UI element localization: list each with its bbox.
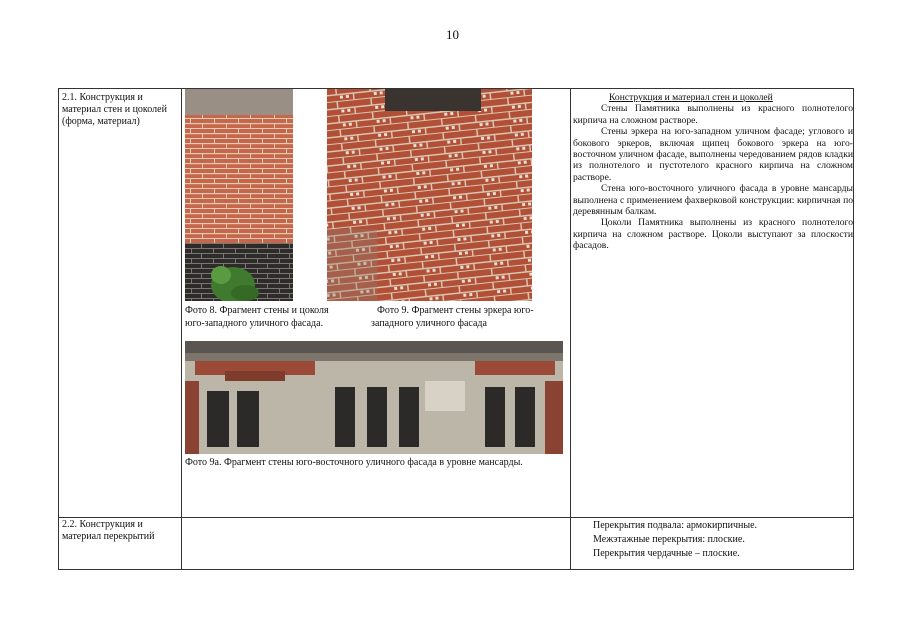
properties-table [58,88,854,570]
walls-paragraph: Цоколи Памятника выполнены из красного полнотелого кирпича на сложном растворе. Цоколи выступают за плоскости фасадов. [573,217,853,252]
photo-9-caption-line1: Фото 9. Фрагмент стены эркера юго- [377,305,534,316]
photo-8-caption-line2: юго-западного уличного фасада. [185,318,324,329]
photo-9-caption-line2: западного уличного фасада [371,318,487,329]
walls-heading: Конструкция и материал стен и цоколей [609,92,773,103]
row-divider [59,517,853,518]
walls-paragraph: Стена юго-восточного уличного фасада в уровне мансарды выполнена с применением фахверковой конструкции: кирпичная по деревянным балкам. [573,183,853,218]
walls-paragraph: Стены Памятника выполнены из красного полнотелого кирпича на сложном растворе. [573,103,853,126]
row-label-floors: 2.2. Конструкция и материал перекрытий [62,519,155,542]
column-divider-2 [570,89,571,569]
row-label-walls: 2.1. Конструкция и материал стен и цоколей (форма, материал) [62,92,167,127]
photo-9a-mansard-wall [185,341,563,454]
walls-paragraph: Стены эркера на юго-западном уличном фасаде; углового и бокового эркеров, включая щипец бокового эркера на юго-восточном уличном фасаде, выполнены чередованием рядов кладки из полнотелого и пустотелого красного кирпича на сложном растворе. [573,126,853,183]
page-number: 10 [446,27,459,42]
photo-9-erker-wall [327,89,532,301]
floors-description [593,519,757,561]
basement-floors: Перекрытия подвала: армокирпичные. [593,520,758,531]
column-divider-1 [181,89,182,569]
photo-8-wall-plinth [185,89,293,301]
photo-9a-caption: Фото 9а. Фрагмент стены юго-восточного уличного фасада в уровне мансарды. [185,457,523,468]
interfloor-floors: Межэтажные перекрытия: плоские. [593,534,745,545]
photo-8-caption-line1: Фото 8. Фрагмент стены и цоколя [185,305,329,316]
attic-floors: Перекрытия чердачные – плоские. [593,548,740,559]
walls-description [573,92,853,252]
